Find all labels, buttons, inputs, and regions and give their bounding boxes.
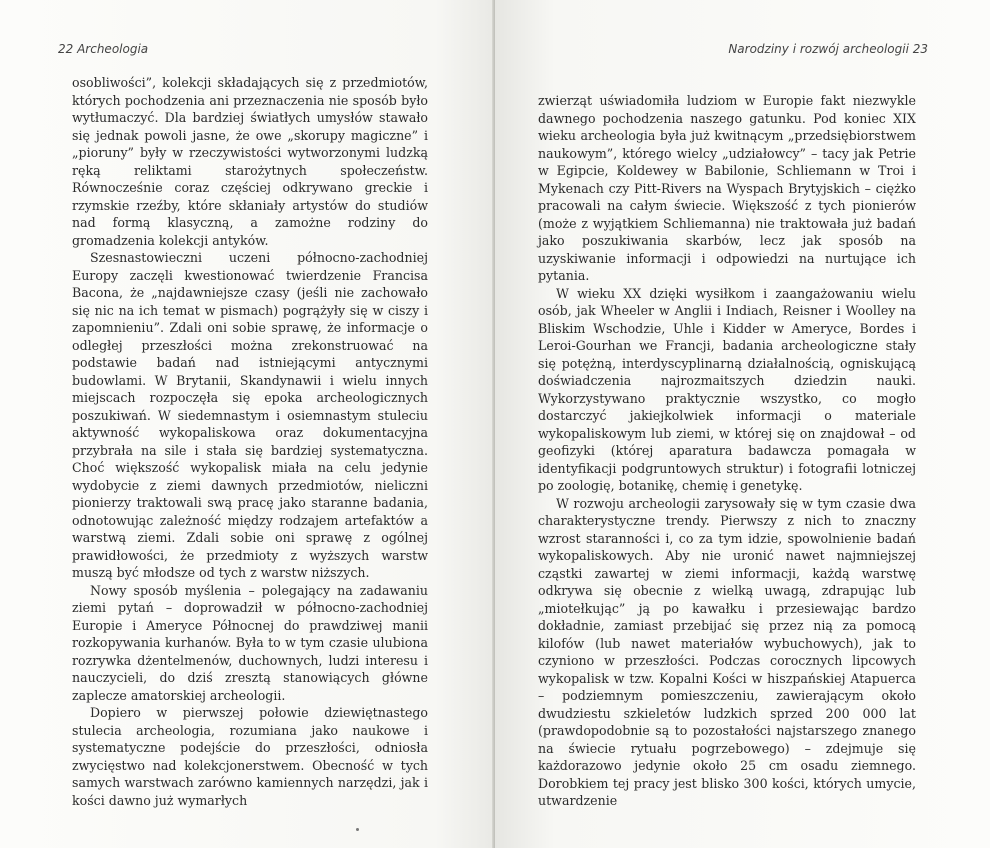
left-paragraph-4: Dopiero w pierwszej połowie dziewiętnastego stulecia archeologia, rozumiana jako naukowe i systematyczne podejście do przeszłości, odniosła zwycięstwo nad kolekcjonerstwem. Obecność w tych samych warstwach zarówno kamiennych narzędzi, jak i kości dawno już wymarłych — [72, 705, 428, 808]
left-paragraph-1: osobliwości”, kolekcji składających się z przedmiotów, których pochodzenia ani przeznaczenia nie sposób było wytłumaczyć. Dla bardziej światłych umysłów stawało się jednak powoli jasne, że owe „skorupy magiczne” i „pioruny” były w rzeczywistości wytworzonymi ludzką ręką reliktami starożytnych społeczeństw. Równocześnie coraz częściej odkrywano greckie i rzymskie rzeźby, które skłaniały artystów do studiów nad formą klasyczną, a zamożne rodziny do gromadzenia kolekcji antyków. — [72, 75, 428, 248]
left-paragraph-3: Nowy sposób myślenia – polegający na zadawaniu ziemi pytań – doprowadził w północno-zachodniej Europie i Ameryce Północnej do prawdziwej manii rozkopywania kurhanów. Była to w tym czasie ulubiona rozrywka dżentelmenów, duchownych, ludzi interesu i nauczycieli, do dziś zresztą stanowiących główne zaplecze amatorskiej archeologii. — [72, 582, 428, 703]
right-page — [495, 0, 990, 848]
right-paragraph-2: W wieku XX dzięki wysiłkom i zaangażowaniu wielu osób, jak Wheeler w Anglii i Indiach, Reisner i Woolley na Bliskim Wschodzie, Uhle i Kidder w Ameryce, Bordes i Leroi-Gourhan we Francji, badania archeologiczne stały się potężną, interdyscyplinarną działalnością, ogniskującą doświadczenia najrozmaitszych dziedzin nauki. Wykorzystywano praktycznie wszystko, co mogło dostarczyć jakiejkolwiek informacji o materiale wykopaliskowym lub ziemi, w której się on znajdował – od geofizyki (której aparatura badawcza pomagała w identyfikacji podgruntowych struktur) i fotografii lotniczej po zoologię, botanikę, chemię i genetykę. — [538, 285, 916, 493]
right-running-head: Narodziny i rozwój archeologii 23 — [728, 42, 928, 56]
left-paragraph-2: Szesnastowieczni uczeni północno-zachodniej Europy zaczęli kwestionować twierdzenie Francisa Bacona, że „najdawniejsze czasy (jeśli nie zachowało się nic na ich temat w pismach) pogrążyły się w ciszy i zapomnieniu”. Zdali oni sobie sprawę, że informacje o odległej przeszłości można zrekonstruować na podstawie badań nad istniejącymi antycznymi budowlami. W Brytanii, Skandynawii i wielu innych miejscach rozpoczęła się epoka archeologicznych poszukiwań. W siedemnastym i osiemnastym stuleciu aktywność wykopaliskowa oraz dokumentacyjna przybrała na sile i stała się bardziej systematyczna. Choć większość wykopalisk miała na celu jedynie wydobycie z ziemi dawnych przedmiotów, nieliczni pionierzy traktowali swą pracę jako staranne badania, odnotowując zależność między rodzajem artefaktów a warstwą ziemi. Zdali sobie oni sprawę z ogólnej prawidłowości, że przedmioty z wyższych warstw muszą być młodsze od tych z warstw niższych. — [72, 250, 428, 580]
left-page-body — [72, 74, 428, 809]
page-speck — [356, 828, 359, 831]
right-page-body — [538, 92, 916, 810]
right-paragraph-3: W rozwoju archeologii zarysowały się w tym czasie dwa charakterystyczne trendy. Pierwszy z nich to znaczny wzrost staranności i, co za tym idzie, spowolnienie badań wykopaliskowych. Aby nie uronić nawet najmniejszej cząstki zawartej w ziemi informacji, każdą warstwę odkrywa się obecnie z wielką uwagą, zdrapując lub „miotełkując” ją po kawałku i przesiewając bardzo dokładnie, zamiast przebijać się przez nią za pomocą kilofów (lub nawet materiałów wybuchowych), jak to czyniono w przeszłości. Podczas corocznych lipcowych wykopalisk w tzw. Kopalni Kości w hiszpańskiej Atapuerca – podziemnym pomieszczeniu, zawierającym około dwudziestu szkieletów ludzkich sprzed 200 000 lat (prawdopodobnie są to pozostałości najstarszego znanego na świecie rytuału pogrzebowego) – zdejmuje się każdorazowo jedynie około 25 cm osadu ziemnego. Dorobkiem tej pracy jest blisko 300 kości, których umycie, utwardzenie — [538, 495, 916, 808]
left-running-head: 22 Archeologia — [58, 42, 149, 56]
right-paragraph-1: zwierząt uświadomiła ludziom w Europie fakt niezwykle dawnego pochodzenia naszego gatunku. Pod koniec XIX wieku archeologia była już kwitnącym „przedsiębiorstwem naukowym”, którego wielcy „udziałowcy” – tacy jak Petrie w Egipcie, Koldewey w Babilonie, Schliemann w Troi i Mykenach czy Pitt-Rivers na Wyspach Brytyjskich – ciężko pracowali na całym świecie. Większość z tych pionierów (może z wyjątkiem Schliemanna) nie traktowała już badań jako poszukiwania skarbów, lecz jak sposób na uzyskiwanie informacji i odpowiedzi na nurtujące ich pytania. — [538, 93, 916, 283]
